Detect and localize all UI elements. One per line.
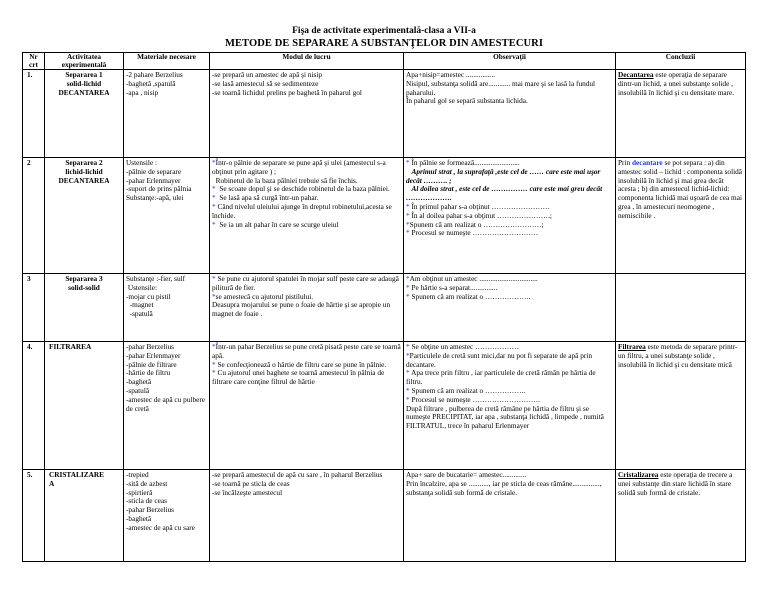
method-cell bbox=[210, 342, 404, 470]
observations-cell bbox=[404, 342, 616, 470]
method-step: * Se ia un alt pahar în care se scurge uleiul bbox=[212, 219, 339, 229]
activity-line: A bbox=[49, 478, 55, 488]
material-item: -baghetă bbox=[126, 513, 152, 523]
method-step: * Cu ajutorul unei baghete se toarnă amestecul în pâlnia de filtrare care conţine filtrul de hârtie bbox=[212, 368, 385, 387]
method-step: Deasupra mojarului se pune o foaie de hârtie şi se apropie un magnet de foaie . bbox=[212, 300, 391, 319]
material-item: Ustensile: bbox=[127, 282, 158, 292]
observation-item: * În al doilea pahar s-a obţinut ………………….; bbox=[406, 210, 552, 220]
method-step: *Într-un pahar Berzelius se pune cretă pisată peste care se toarnă apă. bbox=[212, 342, 401, 360]
method-step: * Se scoate dopul şi se deschide robinetul de la baza pâlniei. bbox=[212, 184, 390, 194]
method-step: * Se lasă apa să curgă într-un pahar. bbox=[212, 193, 319, 203]
observation-item: *Particulele de cretă sunt mici,dar nu pot fi separate de apă prin decantare. bbox=[406, 350, 593, 369]
materials-cell bbox=[124, 470, 210, 562]
row-number: 2 bbox=[23, 158, 45, 274]
material-item: -pahar Berzelius bbox=[126, 505, 175, 515]
material-item: -magnet bbox=[129, 300, 154, 310]
observation-item: *Am obţinut un amestec ................................ bbox=[406, 274, 538, 283]
method-cell bbox=[210, 470, 404, 562]
activity-line: solid-lichid bbox=[66, 78, 102, 88]
method-step: *se amestecă cu ajutorul pistilului. bbox=[212, 291, 314, 301]
material-item: -pâlnie de separare bbox=[126, 166, 182, 176]
method-step: *Într-o pâlnie de separare se pune apă şi ulei (amestecul s-a obţinut prin agitare ) ; bbox=[212, 158, 386, 176]
material-item: -spatulă bbox=[129, 309, 153, 319]
material-item: Substanţe:-apă, ulei bbox=[126, 193, 184, 203]
row-number: 4. bbox=[23, 342, 45, 470]
material-item: -pahar Erlenmayer bbox=[126, 175, 181, 185]
material-item: -sticla de ceas bbox=[126, 496, 167, 506]
activity-line: DECANTAREA bbox=[58, 87, 110, 97]
method-step: * Când nivelul uleiului ajunge în dreptul robinetului,acesta se închide. bbox=[212, 201, 392, 220]
conclusion-term: decantare bbox=[632, 158, 663, 167]
conclusion-cell bbox=[616, 342, 746, 470]
observation-item: Prin încalzire, apa se ..........., iar pe sticla de ceas rămâne..............., substanţa solidă sub formă de cristale. bbox=[406, 478, 602, 497]
header-activitatea: Activitatea experimentală bbox=[45, 53, 124, 70]
table-row bbox=[23, 274, 746, 342]
method-step: -se toarnă lichidul prelins pe baghetă în paharul gol bbox=[212, 87, 362, 97]
activity-cell bbox=[45, 158, 124, 274]
activity-line: Separarea 3 bbox=[65, 274, 103, 283]
activity-cell bbox=[45, 470, 124, 562]
material-item: -spirtieră bbox=[126, 487, 153, 497]
material-item: -mojar cu pistil bbox=[126, 291, 171, 301]
observation-item: * Pe hârtie s-a separat............... bbox=[406, 282, 498, 292]
observation-item: * Se obţine un amestec ……………… bbox=[406, 342, 519, 351]
material-item: -hârtie de filtru bbox=[126, 368, 171, 378]
observation-item: * Apa trece prin filtru , iar particulele de cretă rămân pe hârtia de filtru. bbox=[406, 368, 596, 387]
method-step: * Se pune cu ajutorul spatulei în mojar sulf peste care se adaugă pilitură de fier. bbox=[212, 274, 399, 292]
material-item: -2 pahare Berzelius bbox=[126, 70, 183, 79]
table-row bbox=[23, 470, 746, 562]
header-modul: Modul de lucru bbox=[210, 53, 404, 70]
material-item: -trepied bbox=[126, 470, 149, 479]
row-number: 3 bbox=[23, 274, 45, 342]
header-observatii: Observaţii bbox=[404, 53, 616, 70]
activity-cell bbox=[45, 70, 124, 158]
activity-line: CRISTALIZARE bbox=[49, 470, 105, 479]
worksheet-subtitle: Fişa de activitate experimentală-clasa a VII-a bbox=[292, 26, 476, 36]
observation-item: Aprimul strat , la suprafaţă ,este cel de …… care este mai uşor decât ………. ; bbox=[406, 166, 601, 185]
experiments-table bbox=[22, 52, 746, 562]
activity-line: Separarea 2 bbox=[65, 158, 103, 167]
conclusion-cell bbox=[616, 470, 746, 562]
material-item: -pâlnie de filtrare bbox=[126, 359, 177, 369]
method-cell bbox=[210, 70, 404, 158]
conclusion-term: Cristalizarea bbox=[618, 470, 659, 479]
observation-item: * Procesul se numeşte ………………………. bbox=[406, 394, 540, 404]
observations-cell bbox=[404, 70, 616, 158]
row-number: 5. bbox=[23, 470, 45, 562]
method-step: -se toarnă pe sticla de ceas bbox=[212, 478, 290, 488]
activity-line: Separarea 1 bbox=[65, 70, 103, 79]
material-item: Ustensile : bbox=[126, 158, 158, 167]
material-item: -pahar Erlenmayer bbox=[126, 350, 181, 360]
material-item: -pahar Berzelius bbox=[126, 342, 175, 351]
table-row bbox=[23, 158, 746, 274]
table-row bbox=[23, 342, 746, 470]
method-step: * Se confecţionează o hârtie de filtru care se pune în pâlnie. bbox=[212, 359, 387, 369]
observation-item: * Procesul se numeşte ……………………… bbox=[406, 228, 539, 238]
header-concluzii: Concluzii bbox=[616, 53, 746, 70]
observation-item: Apa+nisip=amestec ................ bbox=[406, 70, 496, 79]
observation-item: În paharul gol se separă substanta lichida. bbox=[406, 96, 528, 106]
method-cell bbox=[210, 158, 404, 274]
method-step: -se prepară amestecul de apă cu sare , în paharul Berzelius bbox=[212, 470, 383, 479]
conclusion-text: este operaţia de separare dintr-un lichid, a unei substanţe solide , insolubilă în lichid şi cu densitate mare. bbox=[618, 70, 735, 97]
observation-item: * Spunem că am realizat o …………….. bbox=[406, 385, 526, 395]
conclusion-cell bbox=[616, 274, 746, 342]
conclusion-lead: Prin bbox=[618, 158, 631, 167]
header-materiale: Materiale necesare bbox=[124, 53, 210, 70]
material-item: -suport de prins pâlnia bbox=[126, 184, 192, 194]
activity-cell bbox=[45, 274, 124, 342]
material-item: -amestec de apă cu pulbere de cretă bbox=[126, 394, 206, 413]
materials-cell bbox=[124, 158, 210, 274]
material-item: -baghetă bbox=[126, 377, 152, 387]
method-step: Robinetul de la baza pâlniei trebuie să fie închis. bbox=[215, 175, 358, 185]
table-row bbox=[23, 70, 746, 158]
materials-cell bbox=[124, 70, 210, 158]
conclusion-term: Decantarea bbox=[618, 70, 654, 79]
activity-line: DECANTAREA bbox=[58, 175, 110, 185]
material-item: -spatulă bbox=[126, 385, 150, 395]
conclusion-text: este operaţia de trecere a unei substanţe din stare lichidă în stare solidă sub formă de cristale. bbox=[618, 470, 733, 497]
conclusion-text: este metoda de separare printr-un filtru, a unei substanţe solide , insolubilă în lichid şi cu densitate mică bbox=[618, 342, 738, 369]
observation-item: Apa+ sare de bucatarie= amestec............. bbox=[406, 470, 527, 479]
material-item: -sită de azbest bbox=[126, 478, 168, 488]
observation-item: * În primul pahar s-a obţinut …………………… bbox=[406, 201, 550, 211]
header-row bbox=[23, 53, 746, 70]
observations-cell bbox=[404, 470, 616, 562]
observation-item: * În pâlnie se formează......................... bbox=[406, 158, 520, 167]
method-step: -se încălzeşte amestecul bbox=[212, 487, 283, 497]
material-item: Substanţe :-fier, sulf bbox=[126, 274, 186, 283]
method-cell bbox=[210, 274, 404, 342]
activity-line: solid-solid bbox=[68, 282, 100, 292]
material-item: -amestec de apă cu sare bbox=[126, 522, 195, 532]
observation-item: După filtrare , pulberea de cretă rămâne pe hârtia de filtru şi se numeşte PRECIPITAT, iar apa , substanţa lichidă , limpede , numită FILTRATUL, trece în paharul Erlenmayer bbox=[406, 403, 604, 431]
conclusion-cell bbox=[616, 70, 746, 158]
activity-line: lichid-lichid bbox=[65, 166, 103, 176]
observation-item: Nisipul, substanţa solidă are............ mai mare şi se lasă la fundul paharului. bbox=[406, 78, 596, 97]
worksheet-title: METODE DE SEPARARE A SUBSTANŢELOR DIN AMESTECURI bbox=[224, 38, 544, 49]
conclusion-text: se pot separa : a) din amestec solid – lichid : componenta solidă insolubilă în lichid şi mai grea decât acesta ; b) din amestecul lichid-lichid: componenta lichidă mai uşoară de cea mai grea , în amestecuri neomogene , nemiscibile . bbox=[618, 158, 743, 220]
conclusion-cell bbox=[616, 158, 746, 274]
observation-item: * Spunem că am realizat o ………………. bbox=[406, 291, 531, 301]
row-number: 1. bbox=[23, 70, 45, 158]
material-item: -baghetă ,spatulă bbox=[126, 78, 176, 88]
materials-cell bbox=[124, 274, 210, 342]
observations-cell bbox=[404, 158, 616, 274]
conclusion-term: Filtrarea bbox=[618, 342, 646, 351]
method-step: -se prepară un amestec de apă şi nisip bbox=[212, 70, 323, 79]
observation-item: Al doilea strat , este cel de …………… care este mai greu decât ………………. bbox=[406, 184, 603, 203]
activity-line: FILTRAREA bbox=[49, 342, 92, 351]
materials-cell bbox=[124, 342, 210, 470]
header-nr: Nr crt bbox=[23, 53, 45, 70]
observations-cell bbox=[404, 274, 616, 342]
method-step: -se lasă amestecul să se sedimenteze bbox=[212, 78, 319, 88]
material-item: -apa , nisip bbox=[126, 87, 159, 97]
observation-item: *Spunem că am realizat o ……………………; bbox=[406, 219, 544, 229]
activity-cell bbox=[45, 342, 124, 470]
